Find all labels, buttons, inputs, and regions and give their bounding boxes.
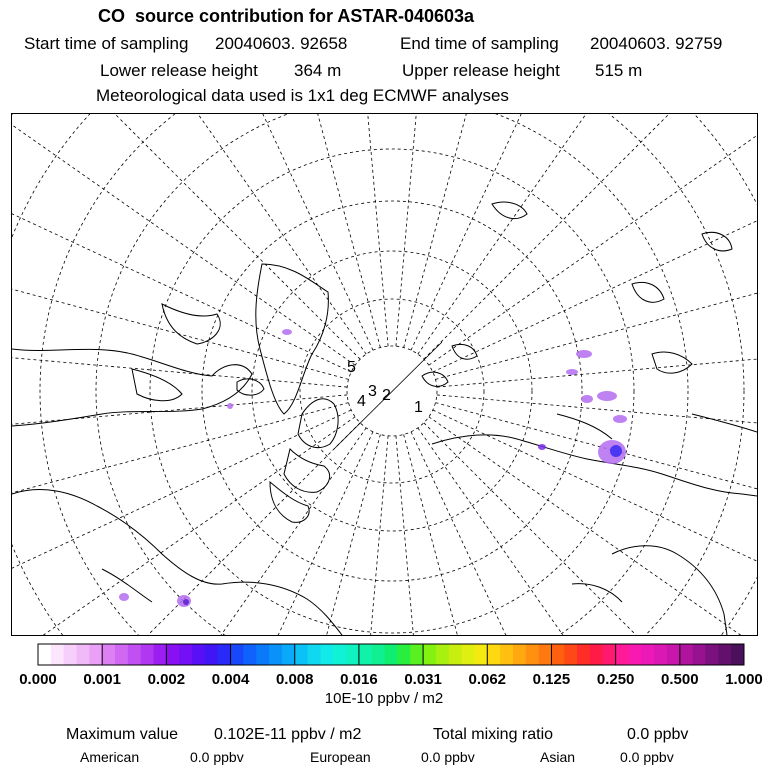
coastline-path xyxy=(132,369,182,401)
coastline-path xyxy=(432,435,757,496)
american-label: American xyxy=(80,749,140,765)
meridian-line xyxy=(96,114,373,350)
colorbar-tick-label: 0.250 xyxy=(596,671,635,688)
meridian-line xyxy=(411,432,688,635)
coastline-path xyxy=(692,414,757,432)
colorbar-cell xyxy=(166,644,179,665)
meridian-line xyxy=(435,210,757,380)
latitude-circle xyxy=(40,114,744,635)
start-time-label: Start time of sampling xyxy=(24,34,189,53)
meridian-line xyxy=(331,436,388,635)
colorbar-tick-label: 0.000 xyxy=(19,671,57,688)
colorbar-tick-label: 0.031 xyxy=(404,671,442,688)
colorbar-tick-label: 0.062 xyxy=(468,671,507,688)
meridian-line xyxy=(211,434,381,635)
colorbar-cell xyxy=(680,644,693,665)
colorbar-cell xyxy=(397,644,410,665)
colorbar-cell xyxy=(705,644,718,665)
meridian-line xyxy=(396,436,453,635)
colorbar-cell xyxy=(256,644,269,665)
meridian-line xyxy=(12,330,347,387)
colorbar-cell xyxy=(551,644,564,665)
lower-release-label: Lower release height xyxy=(100,61,258,80)
colorbar-cell xyxy=(218,644,231,665)
plume-patch xyxy=(610,445,622,457)
plume-patch xyxy=(613,415,627,423)
max-value-label: Maximum value xyxy=(66,726,179,743)
colorbar-cell xyxy=(526,644,539,665)
coastline-path xyxy=(612,546,727,635)
coastline-path xyxy=(492,202,527,219)
track-label: 3 xyxy=(368,383,377,400)
upper-release-value: 515 m xyxy=(595,61,643,80)
colorbar-cell xyxy=(577,644,590,665)
colorbar-cell xyxy=(449,644,462,665)
colorbar-cell xyxy=(693,644,706,665)
colorbar-cells xyxy=(38,644,745,665)
meridian-line xyxy=(429,417,757,635)
meridian-line xyxy=(12,210,349,380)
colorbar-cell xyxy=(564,644,577,665)
colorbar-cell xyxy=(320,644,333,665)
meridian-line xyxy=(12,114,355,365)
colorbar-cell xyxy=(462,644,475,665)
coastline-path xyxy=(298,399,338,448)
colorbar-cell xyxy=(192,644,205,665)
colorbar-tick-label: 0.002 xyxy=(147,671,186,688)
asian-label: Asian xyxy=(540,749,576,765)
colorbar-cell xyxy=(423,644,436,665)
colorbar-cell xyxy=(410,644,423,665)
plume-patch xyxy=(538,444,546,450)
colorbar-cell xyxy=(641,644,654,665)
meridian-line xyxy=(12,114,360,359)
total-mixing-value: 0.0 ppbv xyxy=(627,726,689,743)
colorbar-cell xyxy=(654,644,667,665)
meridian-line xyxy=(12,403,349,573)
coastline-path xyxy=(237,379,264,395)
colorbar-cell xyxy=(603,644,616,665)
plume-patch xyxy=(581,395,593,403)
meridian-line xyxy=(211,114,381,348)
colorbar-cell xyxy=(628,644,641,665)
colorbar-tick-label: 0.125 xyxy=(532,671,571,688)
colorbar-cell xyxy=(500,644,513,665)
american-value: 0.0 ppbv xyxy=(190,749,244,765)
colorbar-cell xyxy=(77,644,90,665)
total-mixing-label: Total mixing ratio xyxy=(433,726,554,743)
colorbar-cell xyxy=(513,644,526,665)
polar-map xyxy=(12,114,757,635)
plume-patch xyxy=(566,369,578,375)
meridian-line xyxy=(96,432,373,635)
meridian-line xyxy=(404,114,574,348)
colorbar-tick-label: 1.000 xyxy=(725,671,763,688)
coastline-path xyxy=(270,482,309,522)
colorbar-cell xyxy=(616,644,629,665)
coastline-path xyxy=(422,372,448,386)
meridian-line xyxy=(424,114,757,359)
meridian-line xyxy=(331,114,388,346)
plume-patch xyxy=(119,593,129,601)
colorbar-cell xyxy=(64,644,77,665)
meridian-line xyxy=(437,330,757,387)
colorbar-tick-label: 0.500 xyxy=(661,671,699,688)
track-label: 1 xyxy=(414,399,423,416)
latitude-circle xyxy=(12,114,757,635)
colorbar-cell xyxy=(436,644,449,665)
upper-release-label: Upper release height xyxy=(402,61,560,80)
colorbar-cell xyxy=(38,644,51,665)
colorbar-cell xyxy=(667,644,680,665)
track-label: 5 xyxy=(347,359,356,376)
max-value: 0.102E-11 ppbv / m2 xyxy=(214,726,362,743)
meridian-line xyxy=(12,395,347,452)
colorbar-cell xyxy=(359,644,372,665)
coastline-path xyxy=(162,304,220,344)
european-label: European xyxy=(310,749,371,765)
start-time-value: 20040603. 92658 xyxy=(215,34,348,53)
end-time-value: 20040603. 92759 xyxy=(590,34,723,53)
meridian-line xyxy=(396,114,453,346)
track-label: 4 xyxy=(357,393,366,410)
colorbar-cell xyxy=(385,644,398,665)
meridian-line xyxy=(404,434,574,635)
colorbar-cell xyxy=(718,644,731,665)
coastline-path xyxy=(632,282,664,302)
colorbar-tick-label: 0.001 xyxy=(83,671,121,688)
lower-release-value: 364 m xyxy=(294,61,342,80)
coastline-path xyxy=(256,264,329,414)
colorbar xyxy=(0,640,768,690)
colorbar-tick-label: 0.004 xyxy=(211,671,250,688)
latitude-circle xyxy=(12,114,757,635)
colorbar-cell xyxy=(474,644,487,665)
coastline-path xyxy=(652,352,692,373)
colorbar-tick-label: 0.008 xyxy=(275,671,314,688)
colorbar-tick-label: 0.016 xyxy=(340,671,378,688)
plume-patch xyxy=(576,350,592,358)
plume-patch xyxy=(282,329,292,335)
colorbar-cell xyxy=(243,644,256,665)
meridian-line xyxy=(418,114,757,354)
colorbar-cell xyxy=(295,644,308,665)
end-time-label: End time of sampling xyxy=(400,34,559,53)
colorbar-cell xyxy=(141,644,154,665)
colorbar-cell xyxy=(308,644,321,665)
european-value: 0.0 ppbv xyxy=(421,749,475,765)
coastline-path xyxy=(557,414,612,439)
colorbar-cell xyxy=(487,644,500,665)
meridian-line xyxy=(12,114,351,372)
meridian-line xyxy=(437,395,757,452)
map-panel xyxy=(11,113,758,636)
meridian-line xyxy=(411,114,688,350)
plume-patch xyxy=(183,599,189,605)
coastline-path xyxy=(702,232,732,250)
lat-lon-grid xyxy=(12,114,757,635)
meridian-line xyxy=(12,114,366,354)
asian-value: 0.0 ppbv xyxy=(620,749,674,765)
plume-patch xyxy=(227,403,233,409)
coastline-path xyxy=(572,584,622,602)
latitude-circle xyxy=(96,114,688,635)
plume-patch xyxy=(597,391,617,401)
colorbar-cell xyxy=(115,644,128,665)
colorbar-cell xyxy=(231,644,244,665)
colorbar-unit: 10E-10 ppbv / m2 xyxy=(324,690,444,707)
colorbar-cell xyxy=(205,644,218,665)
colorbar-cell xyxy=(539,644,552,665)
colorbar-cell xyxy=(269,644,282,665)
plume-patches xyxy=(119,329,627,607)
meridian-line xyxy=(429,114,757,365)
colorbar-cell xyxy=(128,644,141,665)
colorbar-cell xyxy=(282,644,295,665)
colorbar-cell xyxy=(89,644,102,665)
colorbar-cell xyxy=(102,644,115,665)
colorbar-cell xyxy=(372,644,385,665)
met-data-line: Meteorological data used is 1x1 deg ECMWF analyses xyxy=(96,86,509,105)
colorbar-cell xyxy=(333,644,346,665)
colorbar-cell xyxy=(179,644,192,665)
plot-title: CO source contribution for ASTAR-040603a xyxy=(98,6,475,26)
meridian-line xyxy=(433,114,757,372)
coastline-path xyxy=(12,490,342,635)
colorbar-cell xyxy=(731,644,744,665)
coastlines xyxy=(12,202,757,635)
track-labels xyxy=(347,359,423,416)
colorbar-cell xyxy=(51,644,64,665)
track-label: 2 xyxy=(382,387,391,404)
colorbar-cell xyxy=(154,644,167,665)
coastline-path xyxy=(284,449,330,492)
colorbar-cell xyxy=(346,644,359,665)
colorbar-cell xyxy=(590,644,603,665)
